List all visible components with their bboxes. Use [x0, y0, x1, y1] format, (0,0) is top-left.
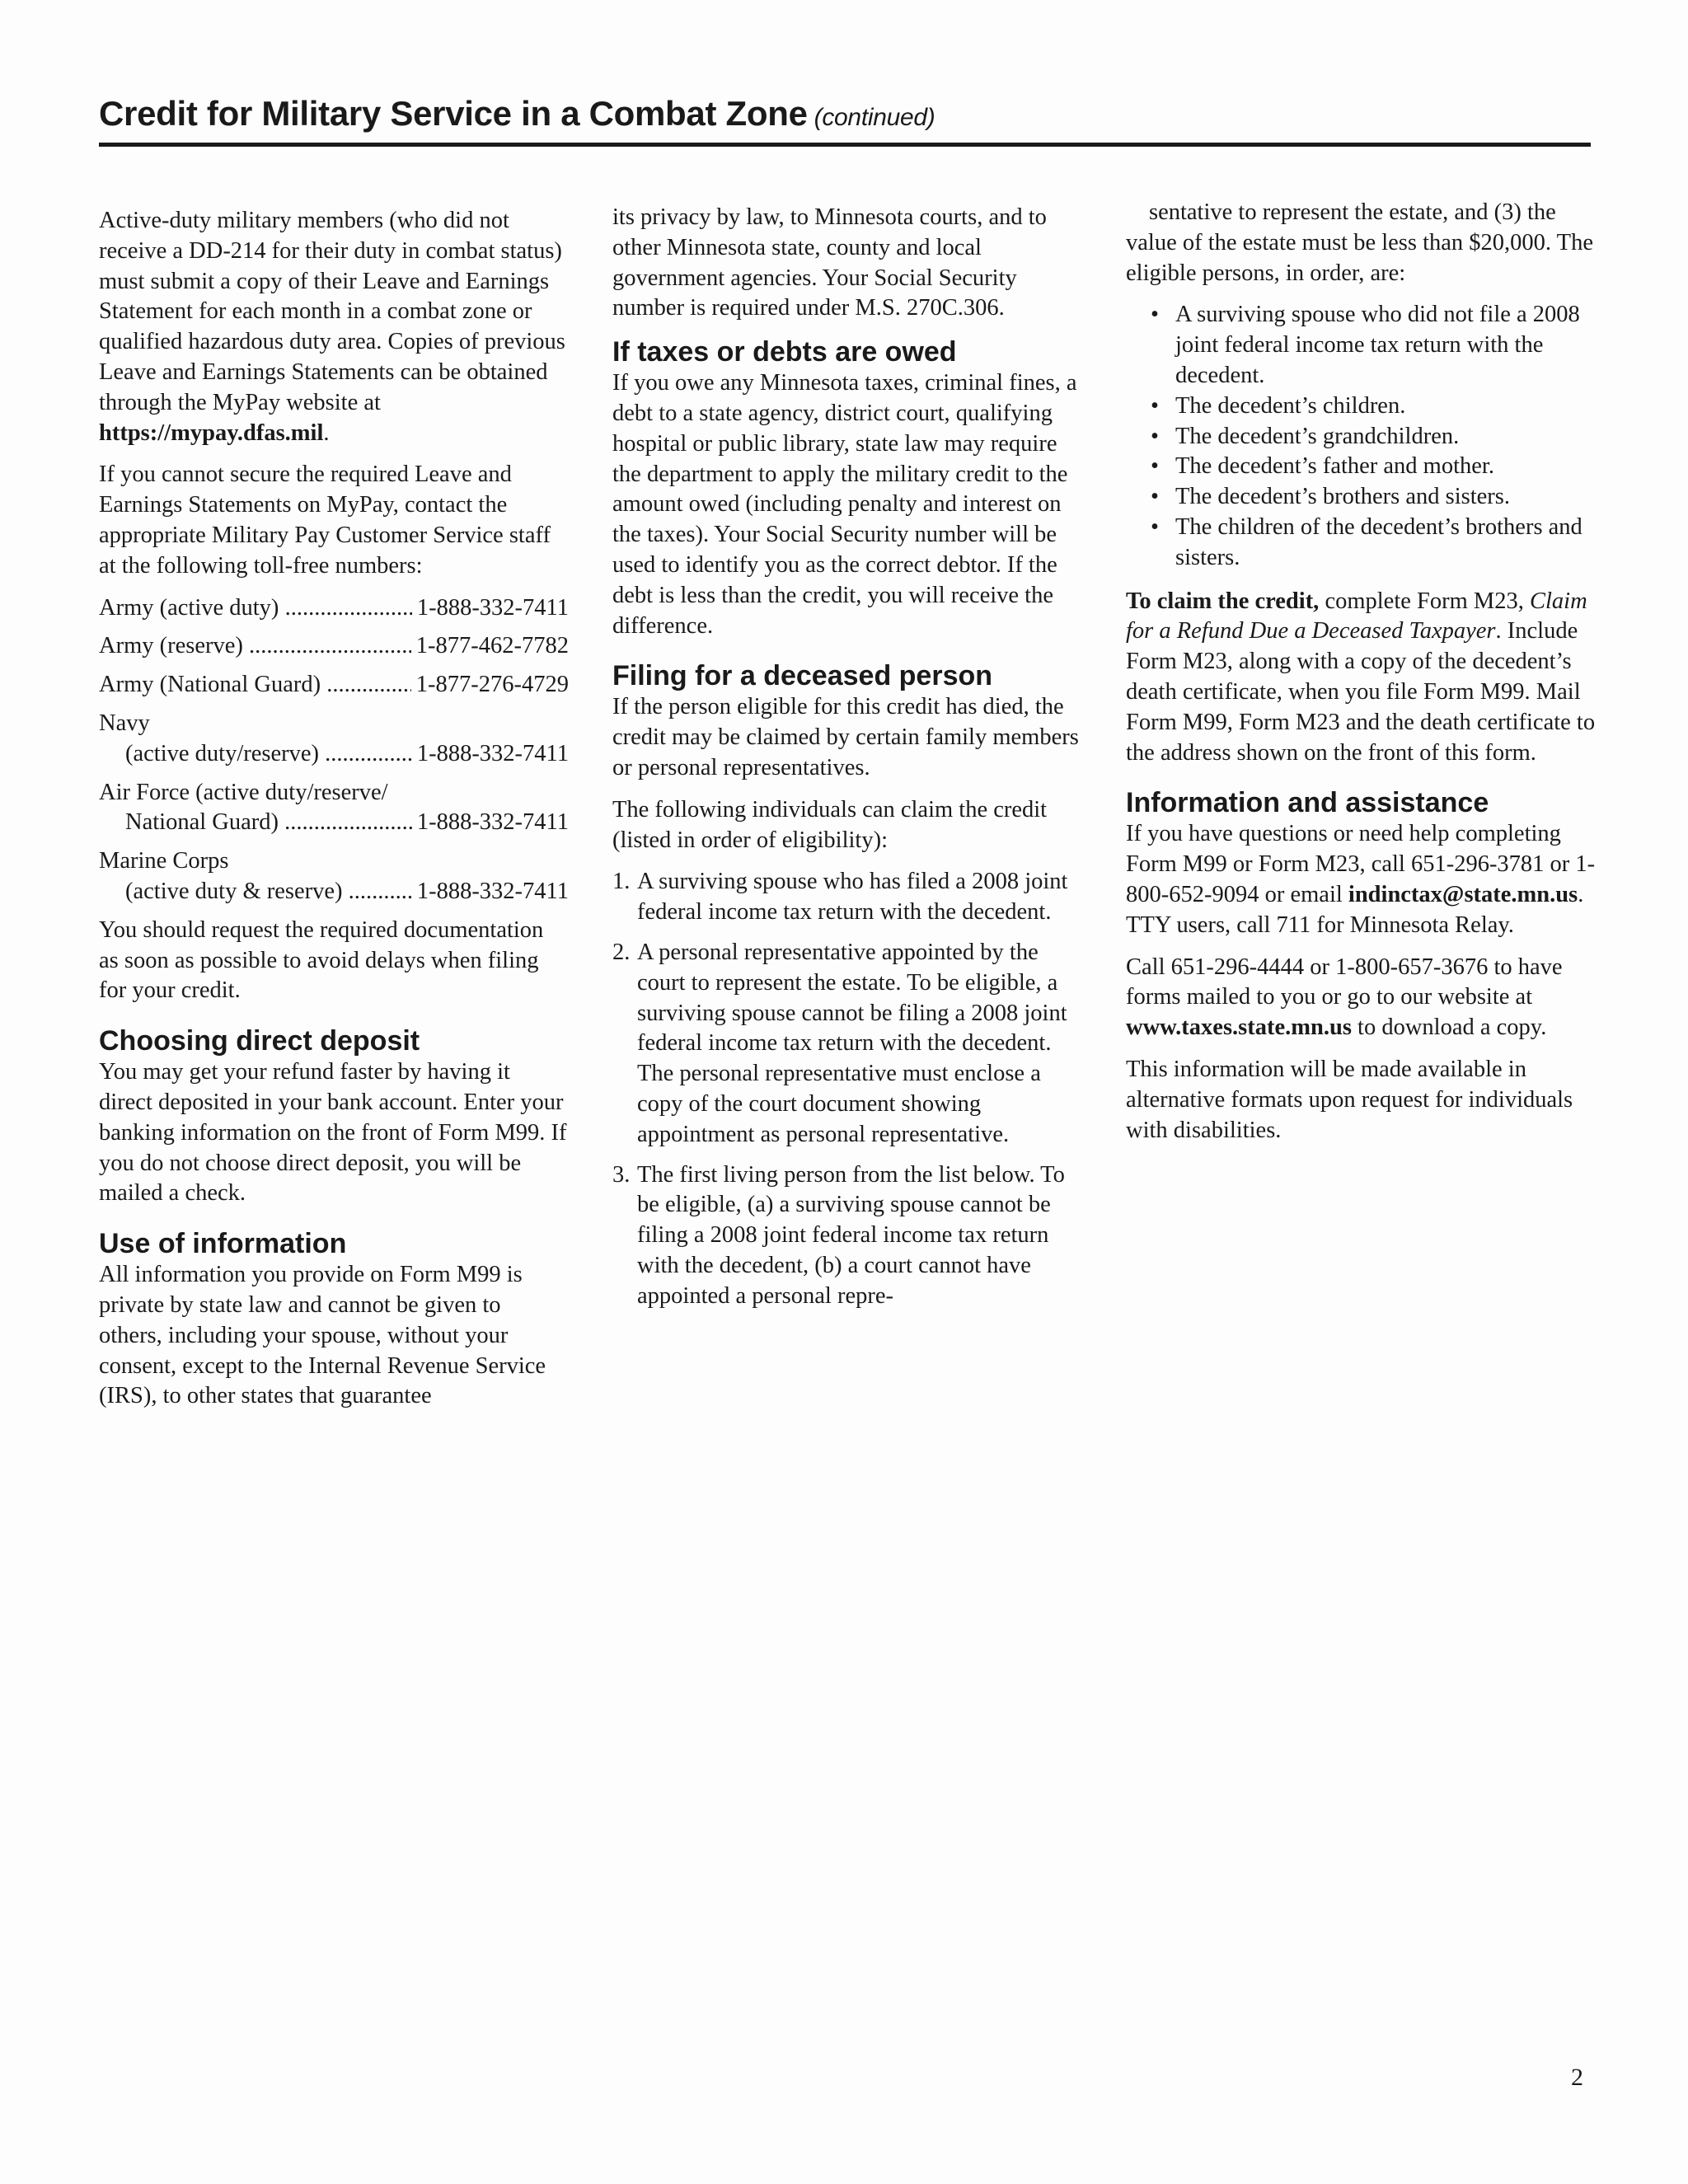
taxes-owed-heading: If taxes or debts are owed	[612, 336, 957, 368]
page-number: 2	[1571, 2064, 1583, 2091]
phone-row	[99, 593, 569, 624]
page-title	[99, 91, 1591, 141]
privacy-continued-paragraph: its privacy by law, to Minnesota courts, and to other Minnesota state, county and local government agencies. Your Social Security number is required under M.S. 270C.306.	[612, 204, 1047, 321]
list-item-text: The decedent’s grandchildren.	[1175, 423, 1460, 449]
eligibility-intro: The following individuals can claim the credit (listed in order of eligibility):	[612, 796, 1048, 853]
phone-number: 1-877-462-7782	[415, 633, 569, 659]
phone-number: 1-877-276-4729	[415, 672, 569, 698]
phone-row	[99, 808, 569, 838]
phone-group-title: Marine Corps	[99, 848, 229, 874]
email-link[interactable]: indinctax@state.mn.us	[1348, 881, 1578, 907]
list-item	[1126, 300, 1596, 391]
title-text: Credit for Military Service in a Combat Zone	[99, 94, 808, 133]
assistance-text: If you have questions or need help completing Form M99 or Form M23, call 651-296-3781 or 1-800-652-9094 or email	[1126, 821, 1596, 907]
phone-label: Army (reserve) .....	[99, 631, 411, 662]
website-link[interactable]: www.taxes.state.mn.us	[1126, 1015, 1352, 1041]
les-paragraph	[99, 206, 569, 448]
direct-deposit-heading: Choosing direct deposit	[99, 1025, 420, 1057]
use-of-information-paragraph: All information you provide on Form M99 is private by state law and cannot be given to others, including your spouse, without your consent, except to the Internal Revenue Service (IRS), to other states that guarantee	[99, 1262, 546, 1409]
bullet-icon: •	[1151, 423, 1159, 449]
deceased-person-heading: Filing for a deceased person	[612, 660, 993, 692]
forms-text: Call 651-296-4444 or 1-800-657-3676 to have forms mailed to you or go to our website at	[1126, 954, 1563, 1010]
phone-label: (active duty & reserve) .....	[125, 877, 412, 907]
phone-label: Army (National Guard) .....	[99, 670, 411, 701]
estate-continued-paragraph: sentative to represent the estate, and (3) the value of the estate must be less than $20,000. The eligible persons, in order, are:	[1126, 199, 1593, 286]
phone-row	[99, 670, 569, 701]
phone-number: 1-888-332-7411	[416, 594, 569, 621]
page-header	[99, 91, 1591, 147]
bullet-icon: •	[1151, 392, 1159, 419]
phone-group-title: Navy	[99, 710, 150, 736]
list-item-text: A surviving spouse who did not file a 2008 joint federal income tax return with the decedent.	[1175, 302, 1580, 388]
taxes-owed-paragraph: If you owe any Minnesota taxes, criminal fines, a debt to a state agency, district court, qualifying hospital or public library, state law may require the department to apply the military credit to the amount owed (including penalty and interest on the taxes). Your Social Security number will be used to identify you as the correct debtor. If the debt is less than the credit, you will receive the difference.	[612, 370, 1077, 639]
list-item	[1126, 422, 1596, 452]
information-assistance-heading: Information and assistance	[1126, 787, 1489, 819]
phone-row	[99, 877, 569, 907]
column-3	[1126, 198, 1596, 1157]
column-2	[612, 203, 1082, 1324]
phone-number: 1-888-332-7411	[416, 809, 569, 836]
list-item-text: The first living person from the list below. To be eligible, (a) a surviving spouse cannot be filing a 2008 joint federal income tax return with the decedent, (b) a court cannot have appointed a personal repre-	[637, 1161, 1065, 1309]
list-number: 2.	[612, 939, 631, 965]
list-item	[612, 1160, 1082, 1312]
alternative-formats-paragraph: This information will be made available in alternative formats upon request for individuals with disabilities.	[1126, 1056, 1573, 1143]
forms-paragraph	[1126, 953, 1596, 1043]
claim-credit-paragraph	[1126, 587, 1596, 769]
list-item-text: A surviving spouse who has filed a 2008 joint federal income tax return with the decedent.	[637, 869, 1068, 926]
assistance-text: . TTY users, call 711 for Minnesota Relay.	[1126, 881, 1584, 938]
claim-text: . Include Form M23, along with a copy of the decedent’s death certificate, when you file Form M99. Mail Form M99, Form M23 and the death certificate to the address shown on the front of this form.	[1126, 618, 1596, 766]
phone-number: 1-888-332-7411	[416, 740, 569, 766]
list-item-text: The children of the decedent’s brothers and sisters.	[1175, 513, 1582, 570]
list-item	[1126, 452, 1596, 482]
les-text: Active-duty military members (who did not receive a DD-214 for their duty in combat status) must submit a copy of their Leave and Earnings Statement for each month in a combat zone or qualified hazardous duty area. Copies of previous Leave and Earnings Statements can be obtained through the MyPay website at	[99, 208, 565, 415]
phone-label: (active duty/reserve) .....	[125, 739, 412, 770]
use-of-information-heading: Use of information	[99, 1228, 347, 1260]
assistance-paragraph	[1126, 819, 1596, 940]
phone-group	[99, 846, 569, 907]
phone-row	[99, 739, 569, 770]
bullet-icon: •	[1151, 453, 1159, 480]
les-text-end: .	[323, 419, 330, 446]
phone-number: 1-888-332-7411	[416, 878, 569, 904]
toll-free-intro: If you cannot secure the required Leave and Earnings Statements on MyPay, contact the appropriate Military Pay Customer Service staff at the following toll-free numbers:	[99, 462, 551, 579]
list-item	[1126, 513, 1596, 574]
phone-row	[99, 631, 569, 662]
form-m23-title: Claim for a Refund Due a Deceased Taxpayer	[1126, 588, 1587, 644]
deceased-person-paragraph: If the person eligible for this credit has died, the credit may be claimed by certain family members or personal representatives.	[612, 694, 1079, 780]
eligibility-list	[612, 867, 1082, 1311]
direct-deposit-paragraph: You may get your refund faster by having it direct deposited in your bank account. Enter your banking information on the front of Form M99. If you do not choose direct deposit, you will be mailed a check.	[99, 1059, 567, 1207]
eligible-persons-list	[1126, 300, 1596, 573]
list-number: 1.	[612, 869, 631, 895]
continued-label: (continued)	[814, 104, 935, 131]
list-item	[1126, 391, 1596, 422]
phone-label: National Guard) .....	[125, 808, 412, 838]
list-item	[612, 938, 1082, 1151]
phone-group	[99, 709, 569, 770]
bullet-icon: •	[1151, 484, 1159, 510]
bullet-icon: •	[1151, 513, 1159, 540]
list-number: 3.	[612, 1161, 631, 1188]
list-item-text: The decedent’s father and mother.	[1175, 453, 1494, 480]
phone-group	[99, 778, 569, 839]
list-item-text: The decedent’s brothers and sisters.	[1175, 484, 1510, 510]
mypay-link[interactable]: https://mypay.dfas.mil	[99, 419, 324, 446]
list-item-text: A personal representative appointed by the court to represent the estate. To be eligible, a surviving spouse cannot be filing a 2008 joint federal income tax return with the decedent. The personal representative must enclose a copy of the court document showing appointment as personal representative.	[637, 939, 1067, 1147]
column-1	[99, 206, 569, 1423]
bullet-icon: •	[1151, 302, 1159, 328]
claim-credit-lead: To claim the credit,	[1126, 588, 1320, 614]
list-item	[1126, 482, 1596, 513]
phone-group-title: Air Force (active duty/reserve/	[99, 779, 388, 805]
claim-text: complete Form M23,	[1319, 588, 1530, 614]
list-item-text: The decedent’s children.	[1175, 392, 1406, 419]
request-documentation-paragraph: You should request the required documentation as soon as possible to avoid delays when filing for your credit.	[99, 916, 544, 1004]
list-item	[612, 867, 1082, 928]
phone-label: Army (active duty) .....	[99, 593, 412, 624]
forms-text: to download a copy.	[1351, 1015, 1547, 1041]
